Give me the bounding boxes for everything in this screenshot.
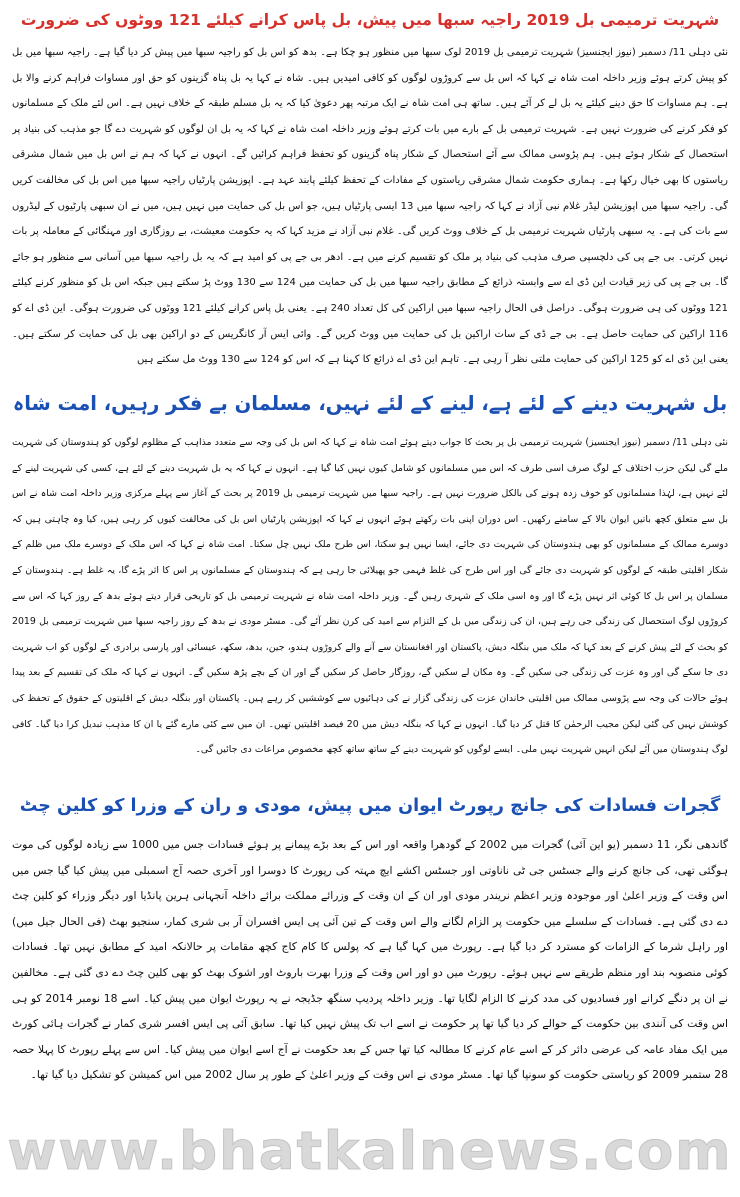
article-citizenship-bill: نئی دہلی 11/ دسمبر (نیوز ایجنسیز) شہریت ترمیمی بل 2019 لوک سبھا میں منظور ہو چکا ہے۔ بدھ کو اس بل کو راجیہ سبھا میں پیش کر دیا گیا ہے۔ راجیہ سبھا میں بل کو پیش کرتے ہوئے وزیر داخلہ امت شاہ نے کہا کہ اس بل سے کروڑوں لوگوں کو کافی امیدیں ہیں۔ شاہ نے کہا یہ بل پناہ گزینوں کو حق اور مساوات فراہم کرنے والا بل ہے۔ ہم مساوات کا حق دینے کیلئے یہ بل لے کر آئے ہیں۔ ساتھ ہی امت شاہ نے ایک مرتبہ پھر دعویٰ کیا کہ یہ بل مسلم طبقہ کے خلاف نہیں ہے۔ اس لئے ملک کے مسلمانوں کو فکر کرنے کی ضرورت نہیں ہے۔ شہریت ترمیمی بل کے بارے میں بات کرتے ہوئے وزیر داخلہ امت شاہ نے کہا کہ یہ بل ان لوگوں کو شہریت دے گا جو مذہب کی بنیاد پر استحصال کے شکار ہوئے ہیں۔ ہم پڑوسی ممالک سے آئے استحصال کے شکار پناہ گزینوں کو تحفظ فراہم کرائیں گے۔ انہوں نے کہا کہ ہم نے اس بل میں شمال مشرقی ریاستوں کا بھی خیال رکھا ہے۔ ہماری حکومت شمال مشرقی ریاستوں کے مفادات کے تحفظ کیلئے پابند عہد ہے۔ اپوزیشن پارٹیاں راجیہ سبھا میں اس بل کی مخالفت کریں گی۔ راجیہ سبھا میں اپوزیشن لیڈر غلام نبی آزاد نے کہا کہ راجیہ سبھا میں 13 ایسی پارٹیاں ہیں، جو اس بل کی حمایت میں نہیں ہیں، میں نے ان سبھی پارٹیوں کے لیڈروں سے بات کی ہے۔ یہ سبھی پارٹیاں شہریت ترمیمی بل کے خلاف ووٹ کریں گی۔ غلام نبی آزاد نے مزید کہا کہ یہ حکومت معیشت، بے روزگاری اور مہنگائی کے معاملہ پر بات نہیں کرتی۔ بی جے پی کی دلچسپی صرف مذہب کی بنیاد پر ملک کو تقسیم کرنے میں ہے۔ ادھر بی جے پی کو امید ہے کہ یہ بل راجیہ سبھا میں آسانی سے منظور ہو جائے گا۔ بی جے پی کی زیر قیادت این ڈی اے سے وابستہ ذرائع کے مطابق راجیہ سبھا میں بل کی حمایت میں 124 سے 130 ووٹ پڑ سکتے ہیں جبکہ اس بل کو منظور کرنے کیلئے 121 ووٹوں کی ہی ضرورت ہوگی۔ دراصل فی الحال راجیہ سبھا میں اراکین کی کل تعداد 240 ہے۔ یعنی بل پاس کرانے کیلئے 121 ووٹوں کی ضرورت ہوگی۔ این ڈی اے کو 116 اراکین کی حمایت حاصل ہے۔ بی جے ڈی کے سات اراکین بل کی حمایت میں ووٹ کریں گے۔ وائی ایس آر کانگریس کے دو اراکین بھی بل کی حمایت کر سکتے ہیں۔ یعنی این ڈی اے کو 125 اراکین کی حمایت ملتی نظر آ رہی ہے۔ تاہم این ڈی اے ذرائع کا کہنا ہے کہ اس کو 124 سے 130 ووٹ مل سکتے ہیں <box>12 47 728 366</box>
headline-amit-shah: بل شہریت دینے کے لئے ہے، لینے کے لئے نہیں، مسلمان بے فکر رہیں، امت شاہ <box>12 392 728 415</box>
footer-watermark <box>0 1112 740 1192</box>
headline-citizenship-bill: شہریت ترمیمی بل 2019 راجیہ سبھا میں پیش، بل پاس کرانے کیلئے 121 ووٹوں کی ضرورت <box>20 11 720 29</box>
site-url-text: www.bhatkalnews.com <box>7 1121 733 1182</box>
article-gujarat-riots-report: گاندھی نگر، 11 دسمبر (یو این آئی) گجرات میں 2002 کے گودھرا واقعہ اور اس کے بعد بڑے پیمانے پر ہوئے فسادات جس میں 1000 سے زیادہ لوگوں کی موت ہوگئی تھی، کی جانچ کرنے والے جسٹس جی ٹی ناناوتی اور جسٹس اکشے ایچ مہتہ کی رپورٹ کا دوسرا اور آخری حصہ آج اسمبلی میں پیش کیا گیا جس میں اس وقت کے وزیر اعلیٰ اور موجودہ وزیر اعظم نریندر مودی اور ان کے ان وقت کے وزرائے مملکت برائے داخلہ آنجہانی ہرین پانڈیا اور دیگر وزراء کو کلین چٹ دے دی گئی ہے۔ فسادات کے سلسلے میں حکومت پر الزام لگانے والے اس وقت کے تین آئی پی ایس افسران آر بی شری کمار، سنجیو بھٹ (فی الحال جیل میں) اور راہل شرما کے الزامات کو مسترد کر دیا گیا ہے۔ رپورٹ میں کہا گیا ہے کہ پولس کا کام کاج کچھ مقامات پر حالانکہ امید کے مطابق نہیں تھا۔ فسادات کوئی منصوبہ بند اور منظم طریقے سے نہیں ہوئے۔ رپورٹ میں دو اور اس وقت کے وزرا بھرت باروٹ اور اشوک بھٹ کو بھی کلین چٹ دے دی گئی ہے۔ مخالفین نے ان پر دنگے کرانے اور فسادیوں کی مدد کرنے کا الزام لگایا تھا۔ وزیر داخلہ پردیپ سنگھ جڈیجہ نے یہ رپورٹ ایوان میں پیش کیا۔ اسے 18 نومبر 2014 کو ہی اس وقت کی آنندی بین حکومت کے حوالے کر دیا گیا تھا پر حکومت نے اسے اب تک پیش نہیں کیا تھا۔ سابق آئی پی ایس افسر شری کمار نے گجرات ہائی کورٹ میں ایک مفاد عامہ کی عرضی دائر کر کے اسے عام کرنے کا مطالبہ کیا تھا جس کے بعد حکومت نے آج اسے ایوان میں پیش کیا۔ اس سے پہلے رپورٹ کا پہلا حصہ 28 ستمبر 2009 کو ریاستی حکومت کو سونپا گیا تھا۔ مسٹر مودی نے اس وقت کے وزیر اعلیٰ کے طور پر سال 2002 میں اس کمیشن کو تشکیل دیا گیا تھا۔ <box>12 838 728 1082</box>
headline-gujarat-riots-report: گجرات فسادات کی جانچ رپورٹ ایوان میں پیش، مودی و ران کے وزرا کو کلین چٹ <box>19 796 721 816</box>
article-amit-shah: نئی دہلی 11/ دسمبر (نیوز ایجنسیز) شہریت ترمیمی بل پر بحث کا جواب دیتے ہوئے امت شاہ نے کہا کہ اس بل کی وجہ سے متعدد مذاہب کے مظلوم لوگوں کو ہندوستان کی شہریت ملے گی لیکن حزب اختلاف کے لوگ صرف اسی طرف کہ اس میں مسلمانوں کو شامل کیوں نہیں کیا گیا ہے۔ انہوں نے کہا کہ یہ بل شہریت دینے کے لئے ہے، کسی کی شہریت لینے کے لئے نہیں ہے، لہٰذا مسلمانوں کو خوف زدہ ہونے کی بالکل ضرورت نہیں ہے۔ راجیہ سبھا میں شہریت ترمیمی بل 2019 پر بحث کے آغاز سے پہلے مرکزی وزیر داخلہ امت شاہ نے اس بل سے متعلق کچھ باتیں ایوان بالا کے سامنے رکھیں۔ اس دوران اپنی بات رکھتے ہوئے انہوں نے کہا کہ اپوزیشن پارٹیاں اس بل کی مخالفت کیوں کر رہی ہیں، کیا وہ چاہتی ہیں کہ دوسرے ممالک کے مسلمانوں کو بھی ہندوستان کی شہریت دی جائے، ایسا نہیں ہو سکتا، اس طرح ملک نہیں چل سکتا۔ امت شاہ نے کہا کہ اس ملک کے دوسرے ملک میں ظلم کے شکار اقلیتی طبقہ کے لوگوں کو شہریت دی جائے گی اور اس طرح کی غلط فہمی جو پھیلائی جا رہی ہے کہ ہندوستان کے مسلمانوں پر اس کا اثر پڑے گا، یہ غلط ہے۔ ہندوستان کے مسلمان پر اس بل کا کوئی اثر نہیں پڑے گا اور وہ اسی ملک کے شہری رہیں گے۔ وزیر داخلہ امت شاہ نے شہریت ترمیمی بل کو تاریخی قرار دیتے ہوئے بدھ کے روز کہا کہ اس سے کروڑوں لوگ استحصال کی زندگی جی رہے ہیں، ان کی زندگی میں بل کے التزام سے امید کی کرن نظر آئے گی۔ مسٹر مودی نے بدھ کے روز راجیہ سبھا میں شہریت ترمیمی بل 2019 کو بحث کے لئے پیش کرنے کے بعد کہا کہ ملک میں بنگلہ دیش، پاکستان اور افغانستان سے آنے والے کروڑوں ہندو، جین، بدھ، سکھ، عیسائی اور پارسی برادری کے لوگوں کو اب شہریت دی جا سکے گی اور وہ عزت کی زندگی جی سکیں گے۔ وہ مکان لے سکیں گے، روزگار حاصل کر سکیں گے اور ان کے بچے پڑھ سکیں گے۔ انہوں نے کہا کہ ملک کی تقسیم کے بعد پیدا ہوئے حالات کی وجہ سے پڑوسی ممالک میں اقلیتی خاندان عزت کی زندگی گزار نے کی دہائیوں سے کوششیں کر رہے ہیں۔ پاکستان اور بنگلہ دیش کے اقلیتوں کے حقوق کے تحفظ کی کوشش نہیں کی گئی لیکن مجیب الرحمٰن کا قتل کر دیا گیا۔ انہوں نے کہا کہ بنگلہ دیش میں 20 فیصد اقلیتیں تھیں۔ ان میں سے کئی مارے گئے یا ان کا مذہب تبدیل کرا دیا گیا۔ کافی لوگ ہندوستان میں آئے لیکن انہیں شہریت نہیں ملی۔ ایسے لوگوں کو شہریت دینے کے ساتھ ساتھ کچھ مخصوص مراعات دی جائیں گی۔ <box>12 437 728 756</box>
